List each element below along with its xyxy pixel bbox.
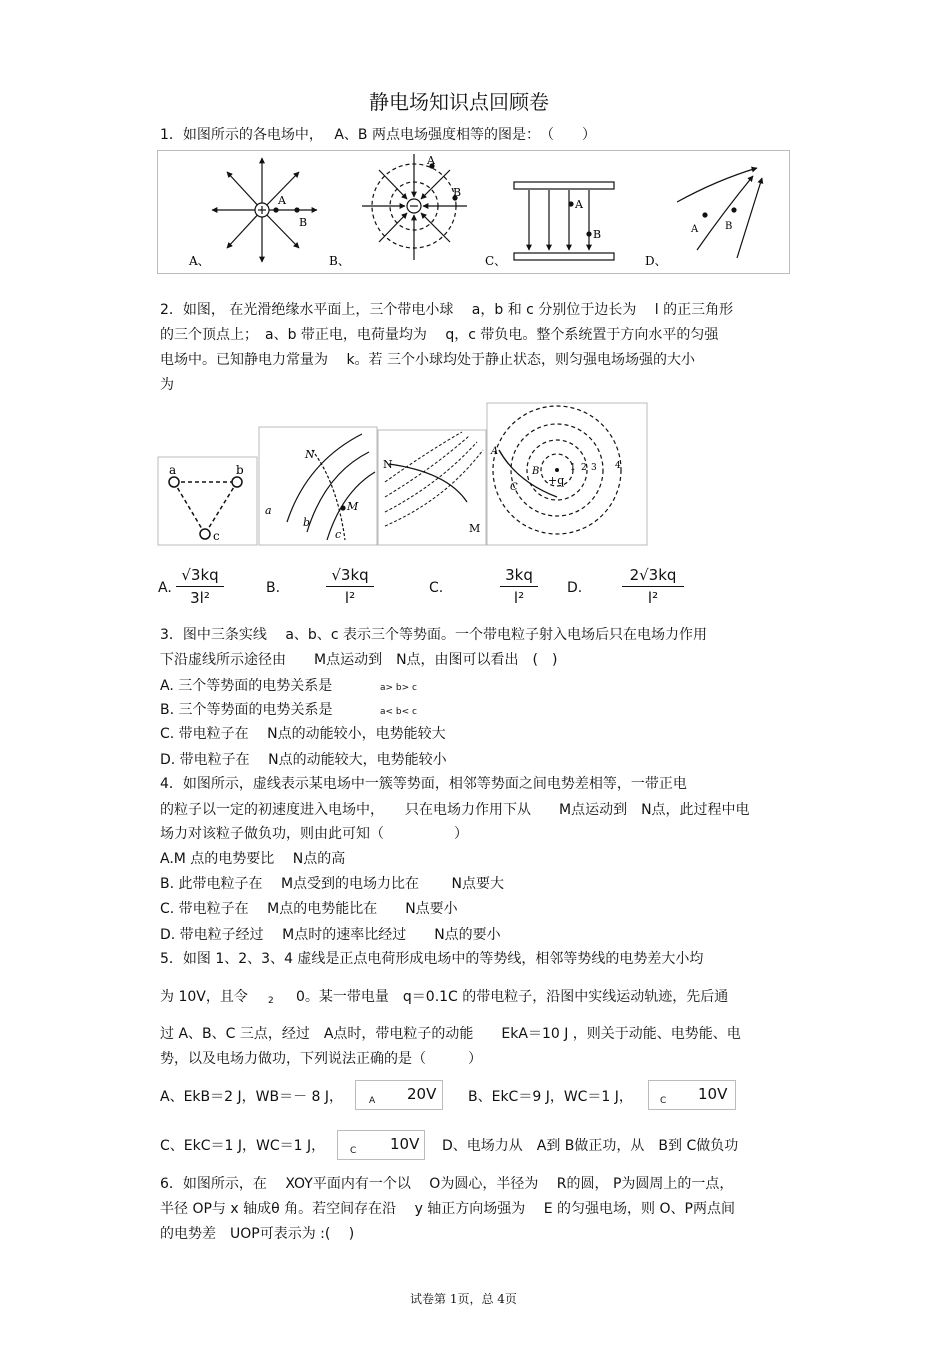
- q5-line-4: 势，以及电场力做功，下列说法正确的是（ ）: [160, 1051, 482, 1067]
- concentric-rings-figure: [487, 403, 647, 545]
- ring-4: 4: [615, 461, 621, 471]
- fig-d-curved-field: [677, 168, 762, 258]
- q5-line-3: 过 A、B、C 三点，经过 A点时，带电粒子的动能 EkA＝10 J ，则关于动能、电势能、电: [160, 1026, 741, 1042]
- q1-figure: [157, 150, 790, 274]
- q6-line-3: 的电势差 UOP可表示为 :( ): [160, 1226, 355, 1242]
- q3-line-1: 3．图中三条实线 a、b、c 表示三个等势面。一个带电粒子射入电场后只在电场力作用: [160, 627, 707, 643]
- q2-option-c-num: 3kq: [500, 566, 538, 587]
- rings-plus-q: +q: [548, 474, 565, 487]
- fig-c-point-B: B: [593, 228, 602, 241]
- dashed-M: M: [469, 522, 481, 535]
- page-footer: 试卷第 1页，总 4页: [410, 1292, 517, 1306]
- q2-line-4: 为: [160, 377, 174, 393]
- q5-line-2-sub: 2: [268, 996, 274, 1006]
- q5-line-2b: 0。某一带电量 q＝0.1C 的带电粒子，沿图中实线运动轨迹，先后通: [296, 989, 729, 1005]
- q2-option-a-frac: [176, 566, 224, 607]
- dashed-N: N: [383, 458, 393, 471]
- equipotential-dashed-figure: [378, 430, 486, 545]
- q3-option-c: C. 带电粒子在 N点的动能较小，电势能较大: [160, 726, 446, 742]
- fig-b-negative-charge: [362, 154, 467, 260]
- rings-B: B: [532, 466, 540, 477]
- q6-line-2: 半径 OP与 x 轴成θ 角。若空间存在沿 y 轴正方向场强为 E 的匀强电场，则 O、P两点间: [160, 1201, 735, 1217]
- q6-line-1: 6．如图所示，在 XOY平面内有一个以 O为圆心，半径为 R的圆， P为圆周上的一点，: [160, 1176, 734, 1192]
- q3-option-d: D. 带电粒子在 N点的动能较大，电势能较小: [160, 752, 447, 768]
- fig-d-point-A: A: [691, 224, 699, 235]
- solid-a: a: [265, 504, 272, 517]
- q2-q5-figures: [157, 402, 657, 547]
- q3-option-a: A. 三个等势面的电势关系是: [160, 678, 333, 694]
- triangle-b: b: [236, 463, 244, 477]
- fig-a-point-A: A: [278, 194, 286, 207]
- fig-b-label: B、: [329, 254, 350, 268]
- solid-b: b: [303, 516, 311, 529]
- triangle-a: a: [169, 463, 177, 477]
- solid-M: M: [347, 500, 359, 513]
- q2-option-d-den: l²: [647, 589, 659, 607]
- q2-option-b-label: B.: [266, 580, 281, 596]
- ring-2: 2: [581, 463, 587, 473]
- q4-option-b: B. 此带电粒子在 M点受到的电场力比在 N点要大: [160, 876, 504, 892]
- fig-b-point-B: B: [453, 186, 462, 199]
- q5-option-a-sub: A: [369, 1096, 376, 1106]
- q2-option-b-den: l²: [344, 589, 356, 607]
- q5-option-d: D、电场力从 A到 B做正功，从 B到 C做负功: [442, 1138, 739, 1154]
- q5-option-b-value: 10V: [698, 1085, 728, 1103]
- q2-option-b-num: √3kq: [326, 566, 374, 587]
- rings-C: C: [510, 482, 518, 493]
- q5-line-2a: 为 10V，且令: [160, 989, 248, 1005]
- q5-option-c-value: 10V: [390, 1135, 420, 1153]
- fig-c-parallel-plates: [514, 182, 614, 260]
- q4-line-1: 4．如图所示，虚线表示某电场中一簇等势面，相邻等势面之间电势差相等，一带正电: [160, 776, 687, 792]
- fig-a-point-charge: [212, 158, 317, 262]
- q5-option-b-sub: C: [660, 1096, 667, 1106]
- q4-option-d: D. 带电粒子经过 M点时的速率比经过 N点的要小: [160, 927, 501, 943]
- solid-N: N: [305, 448, 315, 461]
- fig-c-point-A: A: [575, 198, 583, 211]
- q3-option-b: B. 三个等势面的电势关系是: [160, 702, 333, 718]
- q2-option-d-frac: [622, 566, 684, 607]
- q2-option-d-label: D.: [567, 580, 583, 596]
- q3-option-a-relation: a> b> c: [380, 683, 417, 693]
- q2-option-a-den: 3l²: [190, 589, 210, 607]
- rings-A: A: [491, 446, 499, 457]
- q2-option-a-label: A.: [158, 580, 172, 596]
- ring-1: 1: [570, 463, 576, 473]
- q5-option-c: C、EkC＝1 J，WC＝1 J，: [160, 1138, 326, 1154]
- q5-option-a: A、EkB＝2 J，WB＝－ 8 J，: [160, 1089, 344, 1105]
- q5-option-c-sub: C: [350, 1146, 357, 1156]
- fig-c-label: C、: [485, 254, 507, 268]
- q5-option-a-value: 20V: [407, 1085, 437, 1103]
- q5-option-b: B、EkC＝9 J，WC＝1 J，: [468, 1089, 633, 1105]
- q2-option-c-den: l²: [513, 589, 525, 607]
- q2-option-c-label: C.: [429, 580, 444, 596]
- q2-option-b-frac: [326, 566, 374, 607]
- q1-diagrams: [157, 150, 790, 274]
- fig-a-label: A、: [189, 254, 210, 268]
- q2-option-d-num: 2√3kq: [622, 566, 684, 587]
- triangle-figure: [158, 457, 257, 545]
- ring-3: 3: [591, 463, 597, 473]
- q1-stem: 1．如图所示的各电场中， A、B 两点电场强度相等的图是： （ ）: [160, 127, 596, 143]
- q3-line-2: 下沿虚线所示途径由 M点运动到 N点，由图可以看出 ( ): [160, 652, 558, 668]
- fig-a-point-B: B: [299, 216, 308, 229]
- q2-option-c-frac: [500, 566, 538, 607]
- q4-option-a: A.M 点的电势要比 N点的高: [160, 851, 346, 867]
- q3-option-b-relation: a< b< c: [380, 707, 417, 717]
- q5-line-1: 5．如图 1、2、3、4 虚线是正点电荷形成电场中的等势线，相邻等势线的电势差大小均: [160, 951, 704, 967]
- q2-line-3: 电场中。已知静电力常量为 k。若 三个小球均处于静止状态，则匀强电场场强的大小: [160, 352, 696, 368]
- q2-option-a-num: √3kq: [176, 566, 224, 587]
- fig-d-label: D、: [645, 254, 667, 268]
- triangle-c: c: [213, 529, 220, 543]
- page-title: 静电场知识点回顾卷: [369, 90, 549, 114]
- fig-d-point-B: B: [725, 221, 733, 232]
- q2-line-2: 的三个顶点上； a、b 带正电，电荷量均为 q，c 带负电。整个系统置于方向水平的匀强: [160, 327, 719, 343]
- q4-line-2: 的粒子以一定的初速度进入电场中， 只在电场力作用下从 M点运动到 N点，此过程中电: [160, 802, 750, 818]
- solid-c: c: [335, 528, 342, 541]
- equipotential-solid-figure: [259, 427, 377, 545]
- q4-option-c: C. 带电粒子在 M点的电势能比在 N点要小: [160, 901, 458, 917]
- q2-line-1: 2．如图， 在光滑绝缘水平面上，三个带电小球 a，b 和 c 分别位于边长为 l 的正三角形: [160, 302, 734, 318]
- q4-line-3: 场力对该粒子做负功，则由此可知（ ）: [160, 826, 468, 842]
- fig-b-point-A: A: [427, 154, 435, 167]
